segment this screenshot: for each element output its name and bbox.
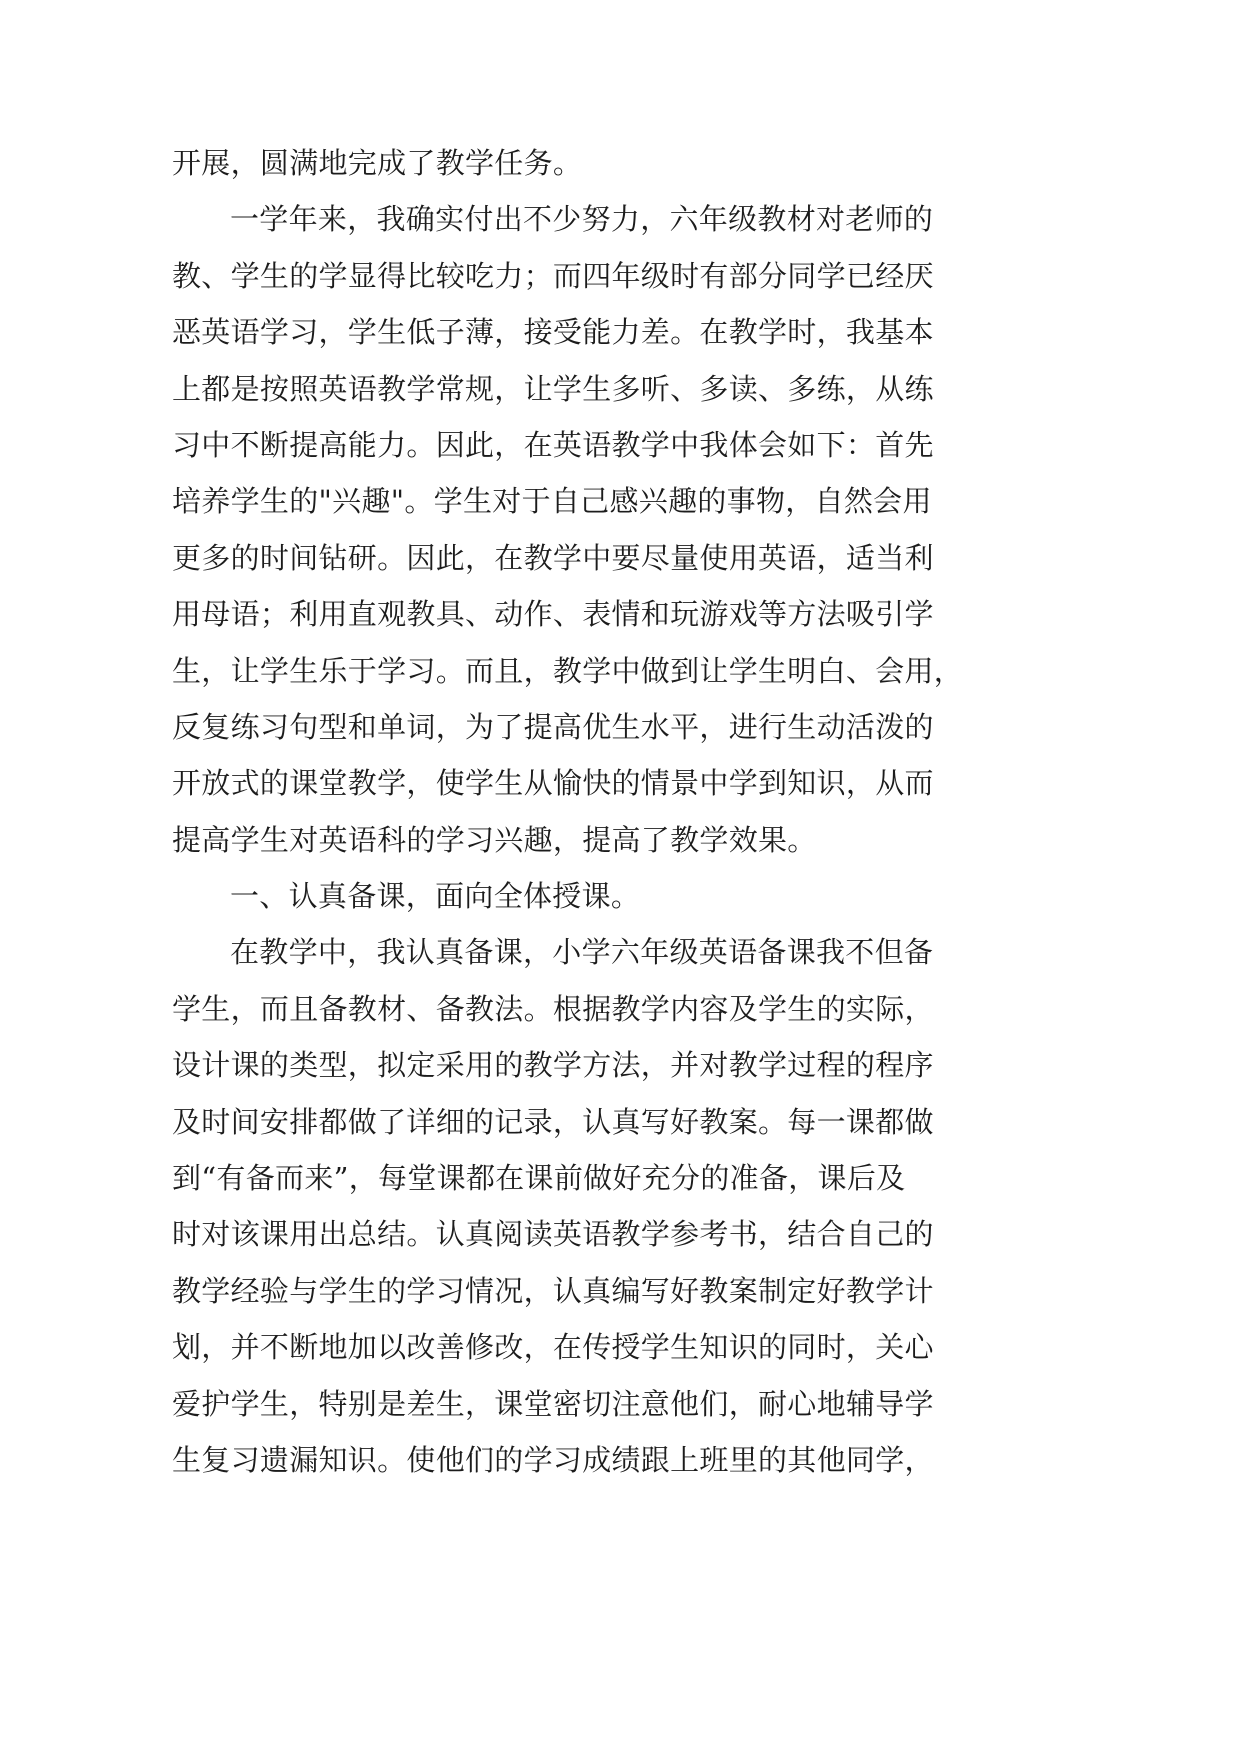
text-line: 上都是按照英语教学常规，让学生多听、多读、多练，从练	[172, 371, 934, 406]
text-line: 在教学中，我认真备课，小学六年级英语备课我不但备	[230, 935, 934, 970]
text-line: 习中不断提高能力。因此，在英语教学中我体会如下：首先	[172, 427, 934, 462]
text-line: 培养学生的"兴趣"。学生对于自己感兴趣的事物，自然会用	[172, 484, 932, 519]
text-line: 恶英语学习，学生低子薄，接受能力差。在教学时，我基本	[172, 315, 934, 350]
text-line: 教、学生的学显得比较吃力；而四年级时有部分同学已经厌	[172, 258, 934, 293]
text-line: 更多的时间钻研。因此，在教学中要尽量使用英语，适当利	[172, 540, 934, 575]
section-heading: 一、认真备课，面向全体授课。	[230, 879, 641, 914]
text-line: 用母语；利用直观教具、动作、表情和玩游戏等方法吸引学	[172, 597, 934, 632]
text-line: 教学经验与学生的学习情况，认真编写好教案制定好教学计	[172, 1273, 934, 1308]
text-line: 爱护学生，特别是差生，课堂密切注意他们，耐心地辅导学	[172, 1386, 934, 1421]
text-line: 反复练习句型和单词，为了提高优生水平，进行生动活泼的	[172, 709, 934, 744]
body-text	[172, 135, 964, 1488]
text-line: 开展，圆满地完成了教学任务。	[172, 146, 583, 180]
text-line: 提高学生对英语科的学习兴趣，提高了教学效果。	[172, 822, 817, 857]
text-line: 生，让学生乐于学习。而且，教学中做到让学生明白、会用，	[172, 653, 964, 688]
text-line: 时对该课用出总结。认真阅读英语教学参考书，结合自己的	[172, 1217, 934, 1252]
text-line: 生复习遗漏知识。使他们的学习成绩跟上班里的其他同学，	[172, 1442, 934, 1477]
text-line: 划，并不断地加以改善修改，在传授学生知识的同时，关心	[172, 1330, 934, 1365]
text-line: 一学年来，我确实付出不少努力，六年级教材对老师的	[230, 202, 934, 237]
text-line: 到“有备而来”，每堂课都在课前做好充分的准备，课后及	[172, 1161, 906, 1196]
text-line: 设计课的类型，拟定采用的教学方法，并对教学过程的程序	[172, 1048, 934, 1083]
text-line: 开放式的课堂教学，使学生从愉快的情景中学到知识，从而	[172, 766, 934, 801]
text-line: 及时间安排都做了详细的记录，认真写好教案。每一课都做	[172, 1104, 934, 1139]
text-line: 学生，而且备教材、备教法。根据教学内容及学生的实际，	[172, 991, 934, 1026]
